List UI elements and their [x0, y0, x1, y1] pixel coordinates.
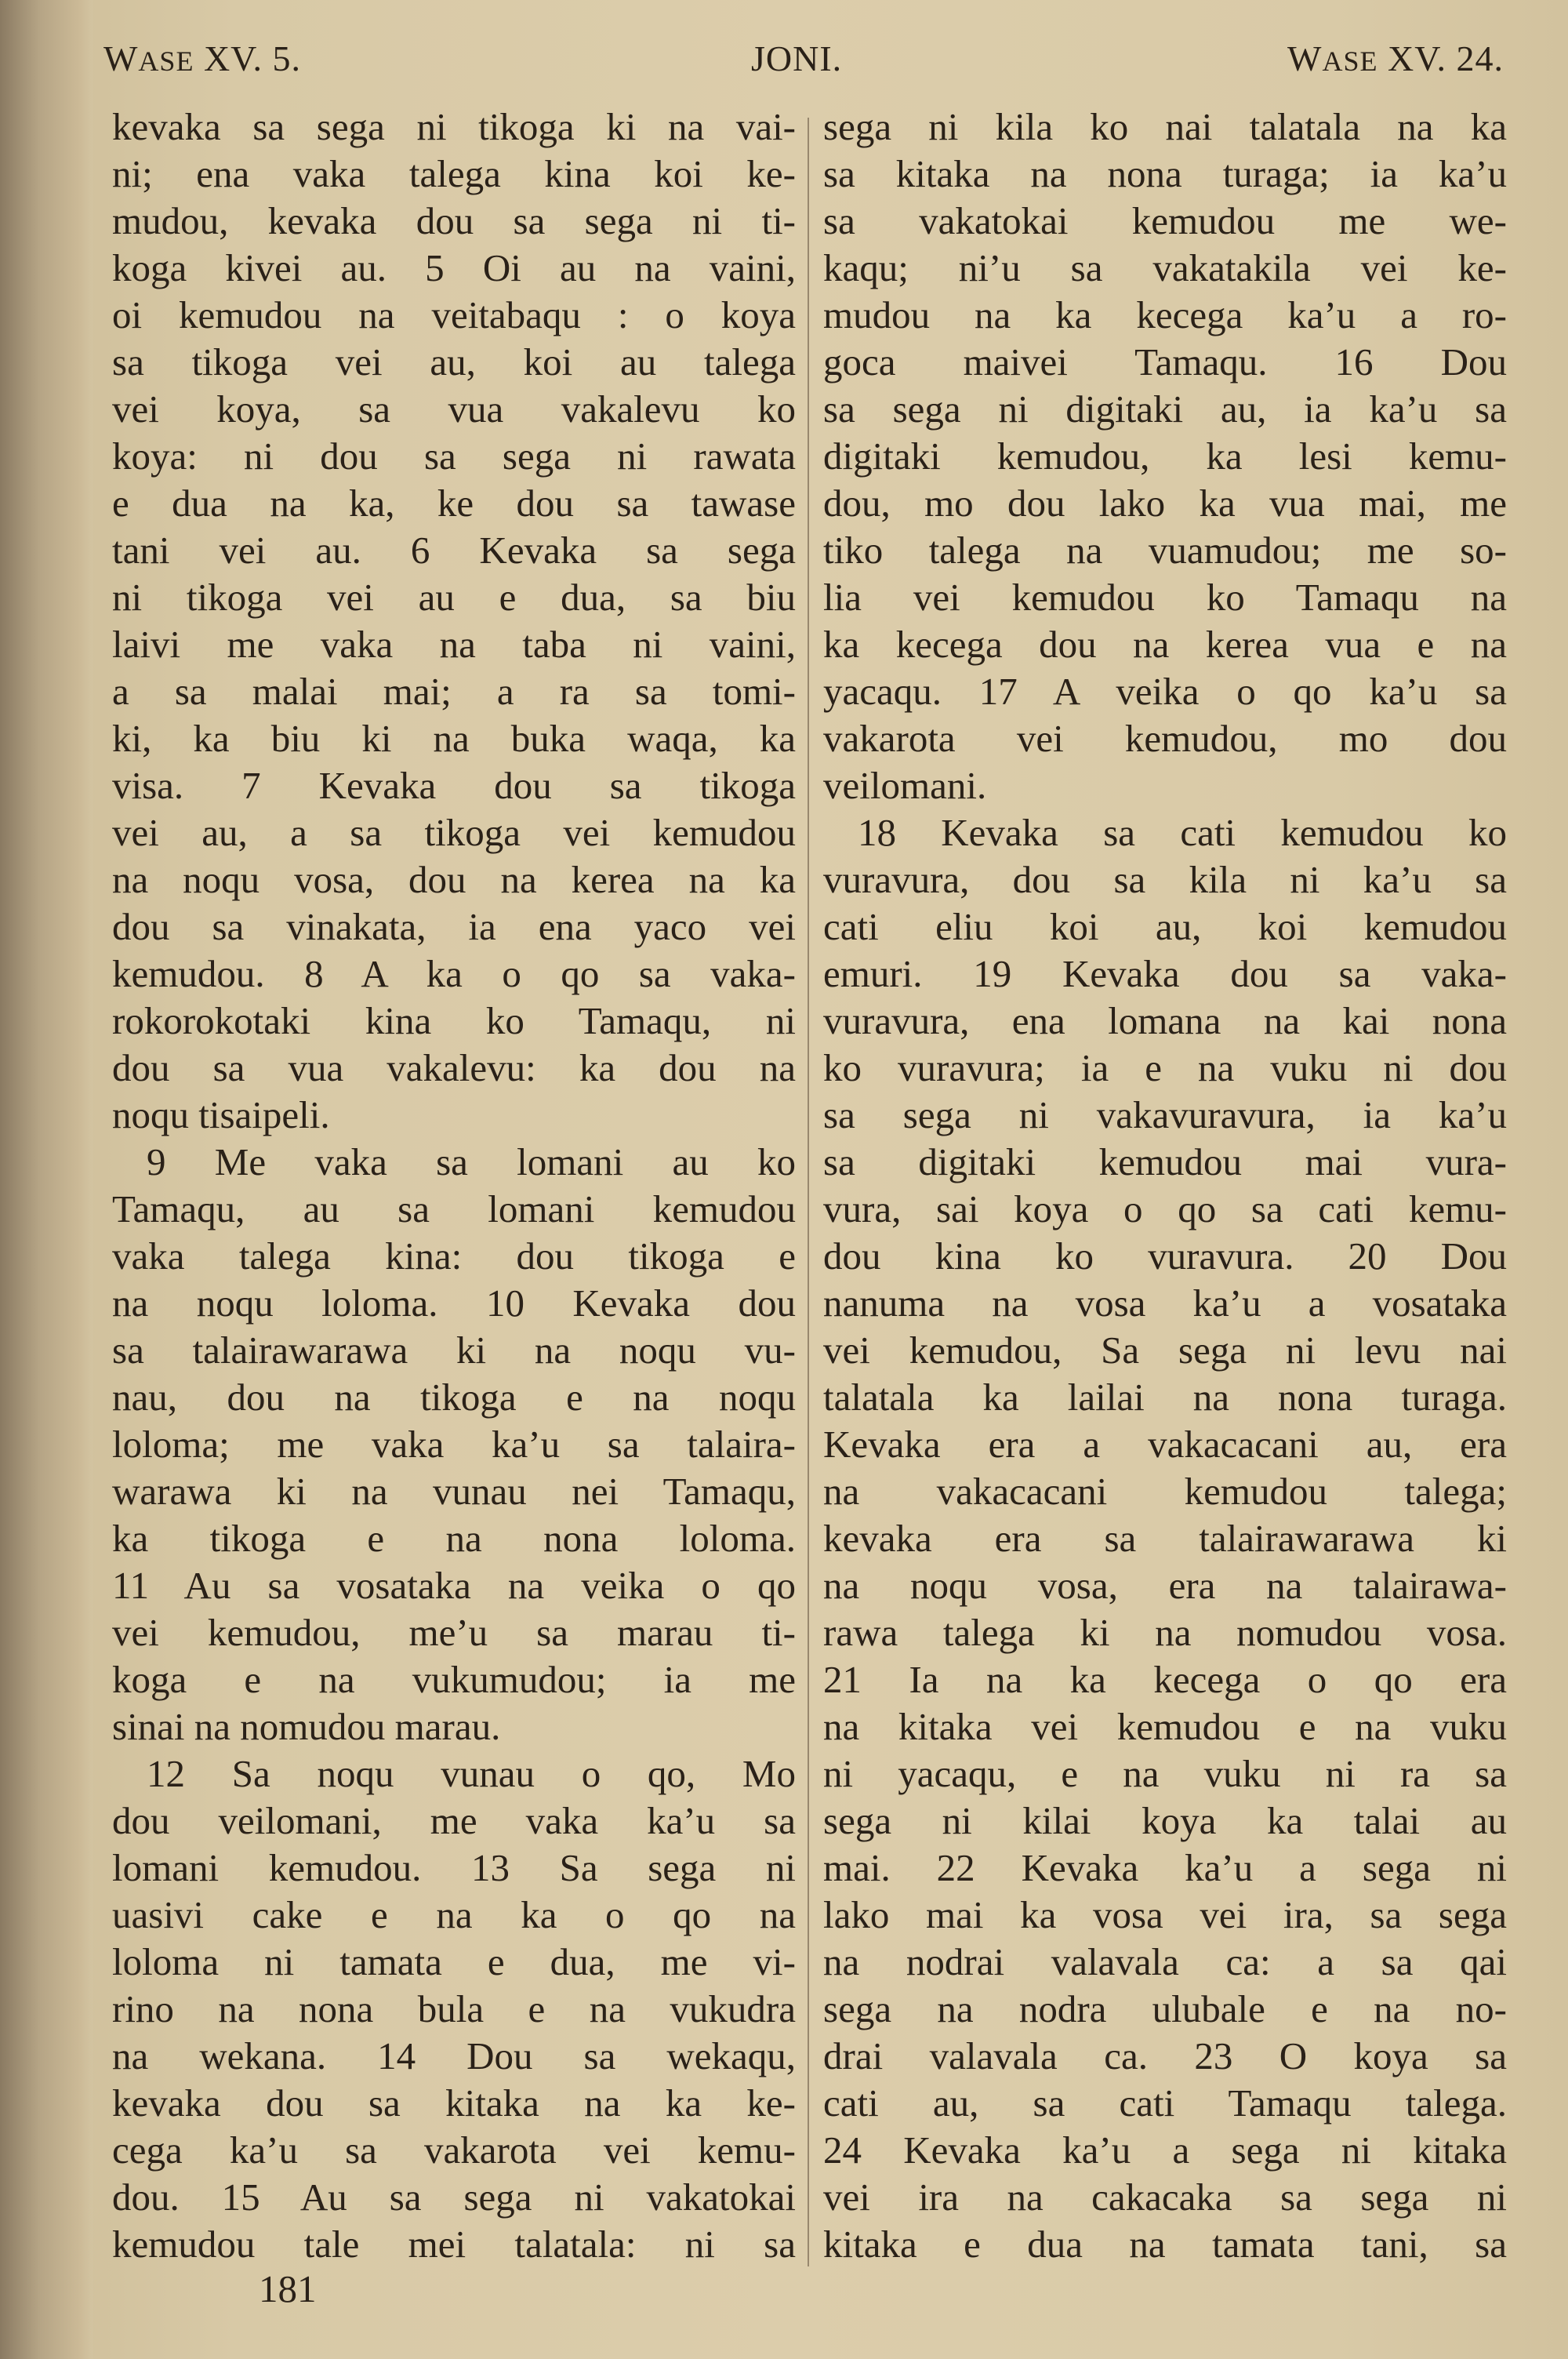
text-line: sega ni kila ko nai talatala na ka [823, 105, 1507, 148]
facing-page-edge [0, 0, 93, 2359]
text-line: loloma ni tamata e dua, me vi- [112, 1940, 796, 1983]
text-line: rino na nona bula e na vukudra [112, 1987, 796, 2030]
text-line: nanuma na vosa ka’u a vosataka [823, 1281, 1507, 1325]
text-line: laivi me vaka na taba ni vaini, [112, 623, 796, 666]
text-line: vei kemudou, me’u sa marau ti- [112, 1611, 796, 1654]
text-line: vuravura, ena lomana na kai nona [823, 999, 1507, 1042]
text-line: na noqu vosa, era na talairawa- [823, 1564, 1507, 1607]
text-line: koya: ni dou sa sega ni rawata [112, 434, 796, 478]
text-line: Kevaka era a vakacacani au, era [823, 1423, 1507, 1466]
text-line: ni tikoga vei au e dua, sa biu [112, 576, 796, 619]
text-line: tani vei au. 6 Kevaka sa sega [112, 529, 796, 572]
page-number: 181 [259, 2267, 317, 2310]
text-line: ka tikoga e na nona loloma. [112, 1517, 796, 1560]
text-line: dou kina ko vuravura. 20 Dou [823, 1234, 1507, 1278]
text-line: sa sega ni vakavuravura, ia ka’u [823, 1093, 1507, 1136]
text-line: ko vuravura; ia e na vuku ni dou [823, 1046, 1507, 1089]
running-header [0, 38, 1568, 93]
text-line: sega na nodra ulubale e na no- [823, 1987, 1507, 2030]
text-line: rawa talega ki na nomudou vosa. [823, 1611, 1507, 1654]
text-line: kevaka era sa talairawarawa ki [823, 1517, 1507, 1560]
text-line: dou sa vinakata, ia ena yaco vei [112, 905, 796, 948]
text-line: e dua na ka, ke dou sa tawase [112, 482, 796, 525]
text-line: oi kemudou na veitabaqu : o koya [112, 293, 796, 336]
text-line: kevaka dou sa kitaka na ka ke- [112, 2081, 796, 2125]
column-divider [808, 118, 809, 2266]
text-line: Tamaqu, au sa lomani kemudou [112, 1187, 796, 1230]
text-line: vei kemudou, Sa sega ni levu nai [823, 1329, 1507, 1372]
text-line: warawa ki na vunau nei Tamaqu, [112, 1470, 796, 1513]
text-line: loloma; me vaka ka’u sa talaira- [112, 1423, 796, 1466]
text-line: na wekana. 14 Dou sa wekaqu, [112, 2034, 796, 2077]
header-left-initial: W [103, 38, 139, 78]
text-line: koga kivei au. 5 Oi au na vaini, [112, 246, 796, 289]
text-line: vakarota vei kemudou, mo dou [823, 717, 1507, 760]
text-line: dou. 15 Au sa sega ni vakatokai [112, 2175, 796, 2219]
text-line: cati eliu koi au, koi kemudou [823, 905, 1507, 948]
text-line: vei au, a sa tikoga vei kemudou [112, 811, 796, 854]
text-line: koga e na vukumudou; ia me [112, 1658, 796, 1701]
text-line: talatala ka lailai na nona turaga. [823, 1376, 1507, 1419]
text-line: noqu tisaipeli. [112, 1093, 330, 1136]
header-right-verse: XV. 24. [1387, 38, 1504, 78]
text-line: na nodrai valavala ca: a sa qai [823, 1940, 1507, 1983]
text-line: kemudou. 8 A ka o qo sa vaka- [112, 952, 796, 995]
header-right-initial: W [1287, 38, 1323, 78]
text-line: lia vei kemudou ko Tamaqu na [823, 576, 1507, 619]
text-line: kemudou tale mei talatala: ni sa [112, 2223, 796, 2266]
text-line: rokorokotaki kina ko Tamaqu, ni [112, 999, 796, 1042]
text-line: nau, dou na tikoga e na noqu [112, 1376, 796, 1419]
text-line: ni yacaqu, e na vuku ni ra sa [823, 1752, 1507, 1795]
text-line: na noqu vosa, dou na kerea na ka [112, 858, 796, 901]
text-line: dou, mo dou lako ka vua mai, me [823, 482, 1507, 525]
text-line: lako mai ka vosa vei ira, sa sega [823, 1893, 1507, 1936]
left-text-column [112, 104, 796, 2268]
text-line: ki, ka biu ki na buka waqa, ka [112, 717, 796, 760]
text-line: ni; ena vaka talega kina koi ke- [112, 152, 796, 195]
text-line: 9 Me vaka sa lomani au ko [147, 1140, 796, 1183]
text-line: goca maivei Tamaqu. 16 Dou [823, 340, 1507, 383]
text-line: sa digitaki kemudou mai vura- [823, 1140, 1507, 1183]
text-line: na noqu loloma. 10 Kevaka dou [112, 1281, 796, 1325]
right-text-column [823, 104, 1507, 2268]
text-line: visa. 7 Kevaka dou sa tikoga [112, 764, 796, 807]
text-line: mudou, kevaka dou sa sega ni ti- [112, 199, 796, 242]
text-line: a sa malai mai; a ra sa tomi- [112, 670, 796, 713]
text-line: ka kecega dou na kerea vua e na [823, 623, 1507, 666]
text-line: mudou na ka kecega ka’u a ro- [823, 293, 1507, 336]
text-line: 18 Kevaka sa cati kemudou ko [858, 811, 1507, 854]
header-left-verse: XV. 5. [203, 38, 301, 78]
text-line: kaqu; ni’u sa vakatakila vei ke- [823, 246, 1507, 289]
header-right-reference [1287, 38, 1504, 79]
text-line: cati au, sa cati Tamaqu talega. [823, 2081, 1507, 2125]
text-line: 24 Kevaka ka’u a sega ni kitaka [823, 2128, 1507, 2172]
header-left-word: ASE [138, 45, 194, 77]
text-line: dou sa vua vakalevu: ka dou na [112, 1046, 796, 1089]
text-line: 21 Ia na ka kecega o qo era [823, 1658, 1507, 1701]
text-line: tiko talega na vuamudou; me so- [823, 529, 1507, 572]
text-line: drai valavala ca. 23 O koya sa [823, 2034, 1507, 2077]
text-line: sega ni kilai koya ka talai au [823, 1799, 1507, 1842]
text-line: veilomani. [823, 764, 987, 807]
text-line: sa kitaka na nona turaga; ia ka’u [823, 152, 1507, 195]
text-line: sa sega ni digitaki au, ia ka’u sa [823, 387, 1507, 431]
text-line: kitaka e dua na tamata tani, sa [823, 2223, 1507, 2266]
text-line: sa vakatokai kemudou me we- [823, 199, 1507, 242]
header-book-title: JONI. [751, 38, 843, 78]
text-line: sinai na nomudou marau. [112, 1705, 501, 1748]
text-line: vaka talega kina: dou tikoga e [112, 1234, 796, 1278]
text-line: 12 Sa noqu vunau o qo, Mo [147, 1752, 796, 1795]
text-line: vura, sai koya o qo sa cati kemu- [823, 1187, 1507, 1230]
text-line: emuri. 19 Kevaka dou sa vaka- [823, 952, 1507, 995]
text-line: vuravura, dou sa kila ni ka’u sa [823, 858, 1507, 901]
text-line: lomani kemudou. 13 Sa sega ni [112, 1846, 796, 1889]
text-line: 11 Au sa vosataka na veika o qo [112, 1564, 796, 1607]
text-line: uasivi cake e na ka o qo na [112, 1893, 796, 1936]
text-line: na kitaka vei kemudou e na vuku [823, 1705, 1507, 1748]
text-line: vei koya, sa vua vakalevu ko [112, 387, 796, 431]
text-line: cega ka’u sa vakarota vei kemu- [112, 2128, 796, 2172]
text-line: digitaki kemudou, ka lesi kemu- [823, 434, 1507, 478]
text-line: dou veilomani, me vaka ka’u sa [112, 1799, 796, 1842]
text-line: mai. 22 Kevaka ka’u a sega ni [823, 1846, 1507, 1889]
text-line: kevaka sa sega ni tikoga ki na vai- [112, 105, 796, 148]
text-line: yacaqu. 17 A veika o qo ka’u sa [823, 670, 1507, 713]
header-right-word: ASE [1322, 45, 1378, 77]
header-left-reference [103, 38, 301, 79]
text-line: sa talairawarawa ki na noqu vu- [112, 1329, 796, 1372]
text-line: na vakacacani kemudou talega; [823, 1470, 1507, 1513]
text-line: sa tikoga vei au, koi au talega [112, 340, 796, 383]
text-line: vei ira na cakacaka sa sega ni [823, 2175, 1507, 2219]
